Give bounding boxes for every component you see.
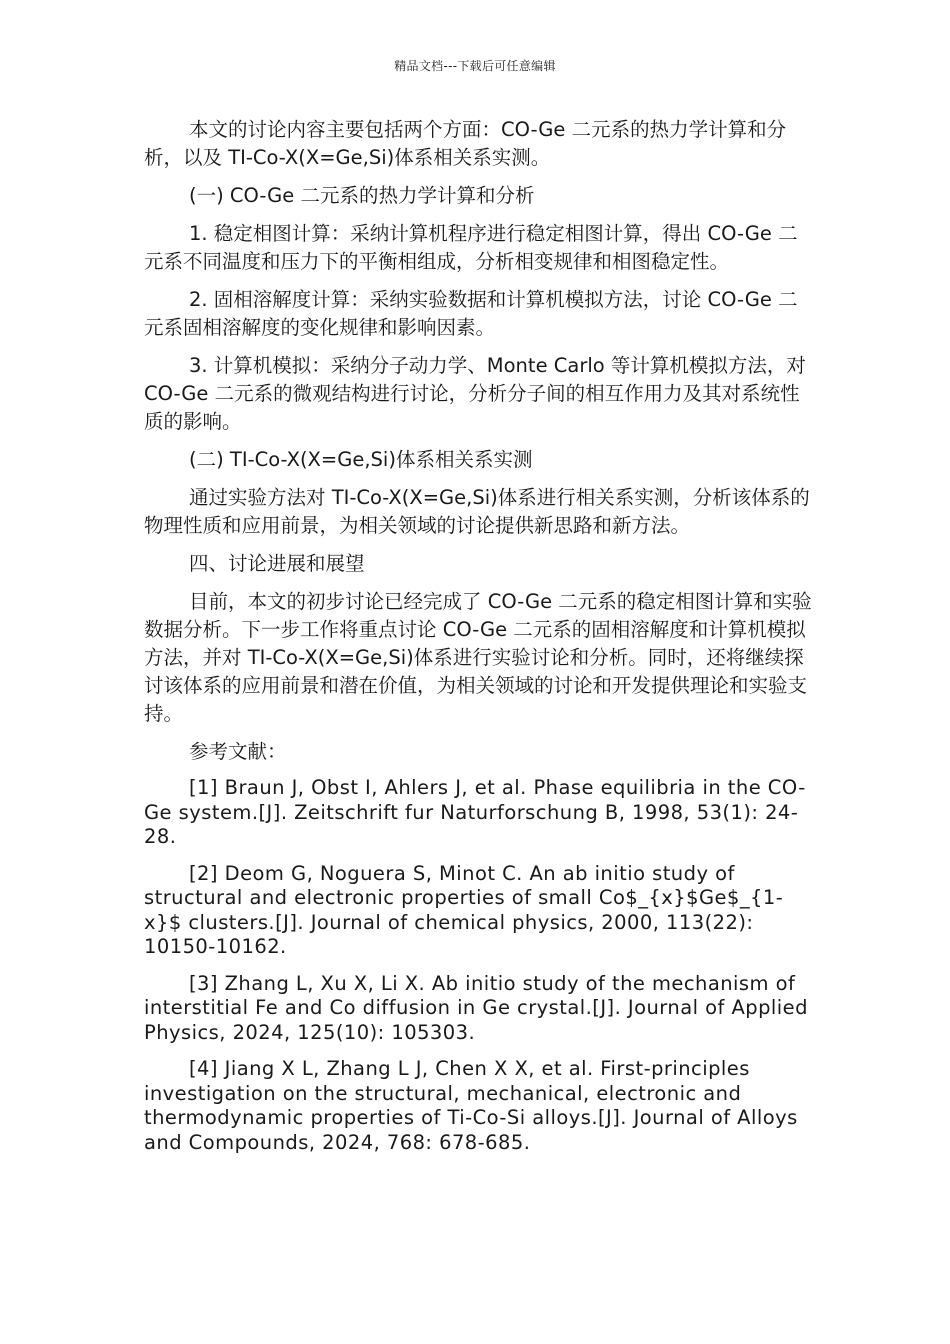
page-header: 精品文档---下载后可任意编辑	[394, 59, 556, 73]
references-heading: 参考文献：	[189, 740, 287, 763]
reference-item: [4] Jiang X L, Zhang L J, Chen X X, et al. First-principles investigation on the structural, mechanical, electronic and thermodynamic properties of Ti-Co-Si alloys.[J]. Journal of Alloys and Compounds, 2024, 768: 678-685.	[144, 1057, 798, 1154]
progress-paragraph: 目前，本文的初步讨论已经完成了 CO-Ge 二元系的稳定相图计算和实验数据分析。下一步工作将重点讨论 CO-Ge 二元系的固相溶解度和计算机模拟方法，并对 TI-Co-X(X=Ge,Si)体系进行实验讨论和分析。同时，还将继续探讨该体系的应用前景和潜在价值，为相关领域的讨论和开发提供理论和实验支持。	[144, 590, 812, 725]
reference-list	[144, 776, 812, 1155]
section-heading-4: 四、讨论进展和展望	[189, 552, 365, 575]
item-paragraph-3: 3. 计算机模拟：采纳分子动力学、Monte Carlo 等计算机模拟方法，对 CO-Ge 二元系的微观结构进行讨论，分析分子间的相互作用力及其对系统性质的影响。	[144, 354, 806, 433]
item-paragraph-2: 2. 固相溶解度计算：采纳实验数据和计算机模拟方法，讨论 CO-Ge 二元系固相溶解度的变化规律和影响因素。	[144, 288, 798, 339]
document-body	[144, 116, 812, 1167]
intro-paragraph: 本文的讨论内容主要包括两个方面：CO-Ge 二元系的热力学计算和分析，以及 TI-Co-X(X=Ge,Si)体系相关系实测。	[144, 118, 787, 169]
experiment-paragraph: 通过实验方法对 TI-Co-X(X=Ge,Si)体系进行相关系实测，分析该体系的物理性质和应用前景，为相关领域的讨论提供新思路和新方法。	[144, 486, 810, 537]
item-paragraph-1: 1. 稳定相图计算：采纳计算机程序进行稳定相图计算，得出 CO-Ge 二元系不同温度和压力下的平衡相组成，分析相变规律和相图稳定性。	[144, 222, 798, 273]
reference-item: [1] Braun J, Obst I, Ahlers J, et al. Phase equilibria in the CO-Ge system.[J]. Zeitschrift fur Naturforschung B, 1998, 53(1): 24-28.	[144, 776, 806, 848]
reference-item: [2] Deom G, Noguera S, Minot C. An ab initio study of structural and electronic properties of small Co$_{x}$Ge$_{1-x}$ clusters.[J]. Journal of chemical physics, 2000, 113(22): 10150-10162.	[144, 861, 784, 958]
section-heading-1: (一) CO-Ge 二元系的热力学计算和分析	[189, 184, 535, 207]
reference-item: [3] Zhang L, Xu X, Li X. Ab initio study of the mechanism of interstitial Fe and Co diffusion in Ge crystal.[J]. Journal of Applied Physics, 2024, 125(10): 105303.	[144, 971, 808, 1044]
section-heading-2: (二) TI-Co-X(X=Ge,Si)体系相关系实测	[189, 448, 533, 471]
